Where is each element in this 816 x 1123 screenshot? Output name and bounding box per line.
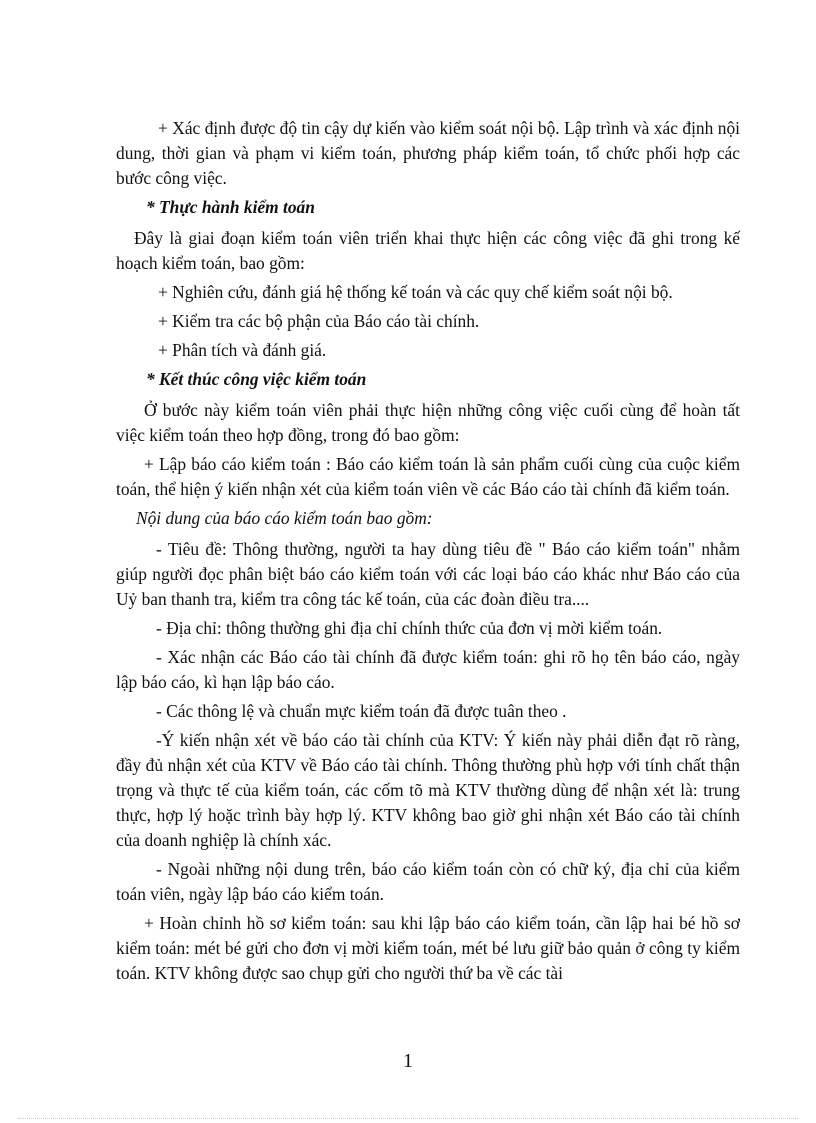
document-body [116, 116, 740, 990]
list-item-audit-report: + Lập báo cáo kiểm toán : Báo cáo kiểm toán là sản phẩm cuối cùng của cuộc kiểm toán, thể hiện ý kiến nhận xét của kiểm toán viên về các Báo cáo tài chính đã kiểm toán. [116, 454, 740, 499]
list-item-analysis: + Phân tích và đánh giá. [158, 340, 327, 360]
list-item-confirm-reports: - Xác nhận các Báo cáo tài chính đã được kiểm toán: ghi rõ họ tên báo cáo, ngày lập báo cáo, kì hạn lập báo cáo. [116, 647, 740, 692]
list-item-complete-audit-file: + Hoàn chỉnh hồ sơ kiểm toán: sau khi lập báo cáo kiểm toán, cần lập hai bé hồ sơ kiểm toán: mét bé gửi cho đơn vị mời kiểm toán, mét bé lưu giữ bảo quản ở công ty kiểm toán. KTV không được sao chụp gửi cho người thứ ba về các tài [116, 913, 740, 983]
heading-audit-completion: * Kết thúc công việc kiểm toán [146, 369, 367, 389]
paragraph-execution-intro: Đây là giai đoạn kiểm toán viên triển khai thực hiện các công việc đã ghi trong kế hoạch kiểm toán, bao gồm: [116, 228, 740, 273]
list-item-standards: - Các thông lệ và chuẩn mực kiểm toán đã được tuân theo . [156, 701, 567, 721]
list-item-study-accounting-system: + Nghiên cứu, đánh giá hệ thống kế toán và các quy chế kiểm soát nội bộ. [158, 282, 673, 302]
heading-audit-execution: * Thực hành kiểm toán [146, 197, 315, 217]
subheading-report-contents: Nội dung của báo cáo kiểm toán bao gồm: [136, 508, 433, 528]
paragraph-completion-intro: Ở bước này kiểm toán viên phải thực hiện những công việc cuối cùng để hoàn tất việc kiểm toán theo hợp đồng, trong đó bao gồm: [116, 400, 740, 445]
list-item-signature: - Ngoài những nội dung trên, báo cáo kiểm toán còn có chữ ký, địa chỉ của kiểm toán viên, ngày lập báo cáo kiểm toán. [116, 859, 740, 904]
list-item-title: - Tiêu đề: Thông thường, người ta hay dùng tiêu đề " Báo cáo kiểm toán" nhằm giúp người đọc phân biệt báo cáo kiểm toán với các loại báo cáo khác như Báo cáo của Uỷ ban thanh tra, kiểm tra công tác kế toán, của các đoàn điều tra.... [116, 539, 740, 609]
list-item-check-report-parts: + Kiểm tra các bộ phận của Báo cáo tài chính. [158, 311, 480, 331]
page-bottom-divider [18, 1118, 798, 1119]
paragraph-control-reliance: + Xác định được độ tin cậy dự kiến vào kiểm soát nội bộ. Lập trình và xác định nội dung, thời gian và phạm vi kiểm toán, phương pháp kiểm toán, tổ chức phối hợp các bước công việc. [116, 118, 740, 188]
page-number: 1 [403, 1050, 413, 1072]
list-item-address: - Địa chỉ: thông thường ghi địa chỉ chính thức của đơn vị mời kiểm toán. [156, 618, 663, 638]
list-item-auditor-opinion: -Ý kiến nhận xét về báo cáo tài chính của KTV: Ý kiến này phải diễn đạt rõ ràng, đầy đủ nhận xét của KTV về Báo cáo tài chính. Thông thường phù hợp với tính chất thận trọng và thực tế của kiểm toán, các cốm tõ mà KTV thường dùng để nhận xét là: trung thực, hợp lý hoặc trình bày hợp lý. KTV không bao giờ ghi nhận xét Báo cáo tài chính của doanh nghiệp là chính xác. [116, 730, 740, 850]
